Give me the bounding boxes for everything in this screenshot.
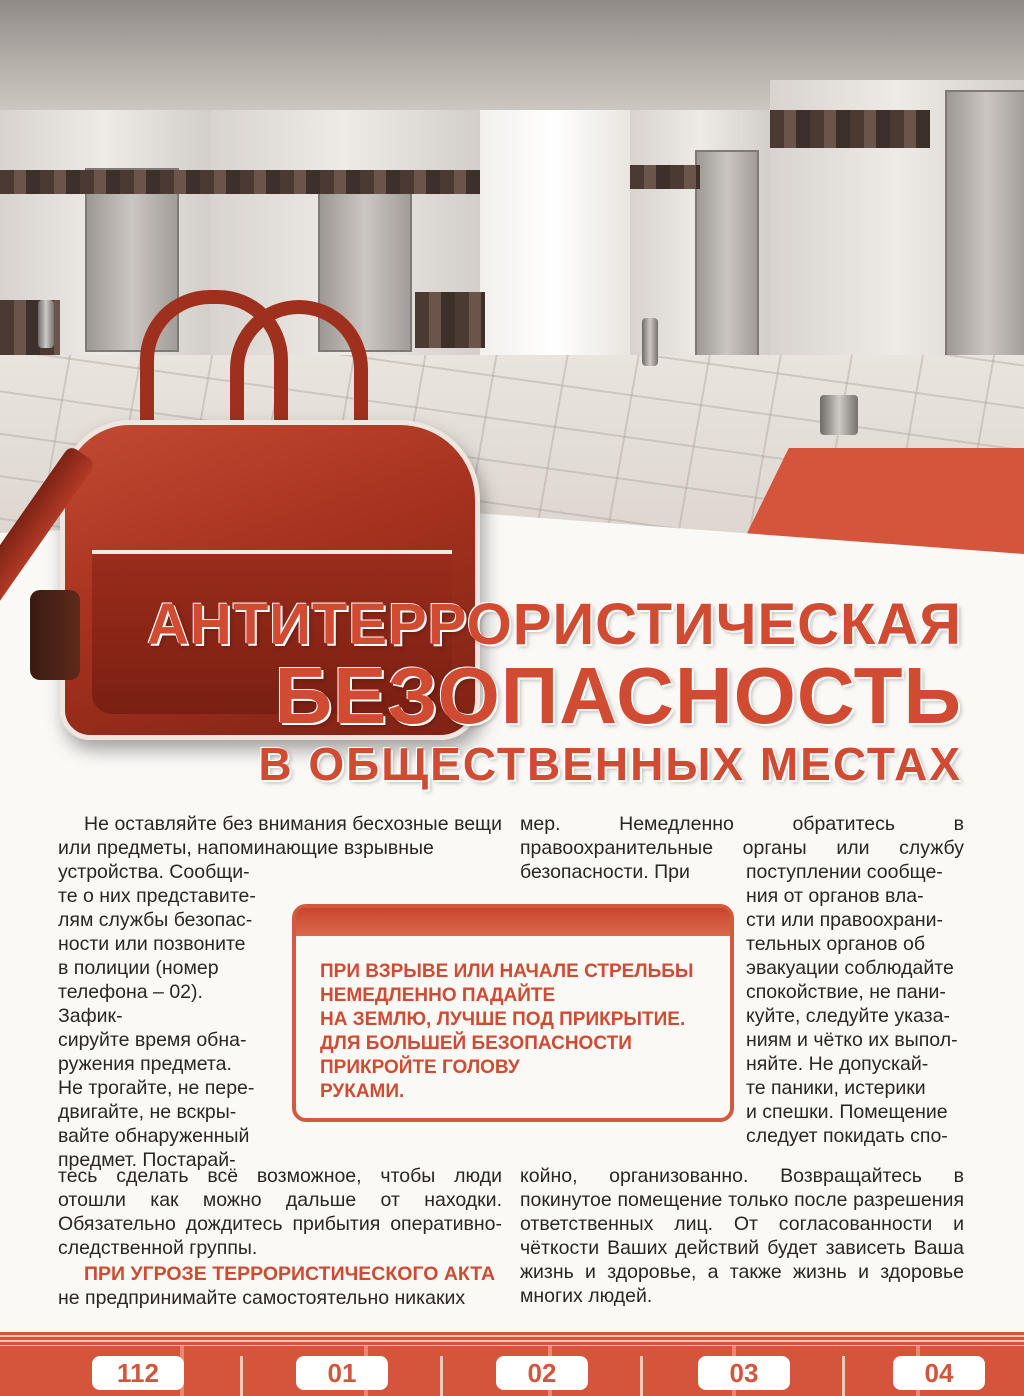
paragraph: тесь сделать всё возможное, чтобы люди отошли как можно дальше от находки. Обязательно дождитесь прибытия оперативно-следственной группы. [58,1165,502,1259]
headline-line-2: БЕЗОПАСНОСТЬ [274,651,962,740]
text-line: телефона – 02). Зафик- [58,981,203,1027]
left-column-bottom [58,1164,502,1310]
callout-text [320,960,714,1104]
callout-header-bar [296,908,730,936]
text-line: куйте, следуйте указа- [746,1005,950,1027]
text-line: спокойствие, не пани- [746,981,946,1003]
headline-line-3: В ОБЩЕСТВЕННЫХ МЕСТАХ [258,738,962,790]
stone-band [0,170,480,194]
lead-red-text: ПРИ УГРОЗЕ ТЕРРОРИСТИЧЕСКОГО АКТА [84,1263,496,1285]
text-line: в полиции (номер [58,957,219,979]
phone-number-02: 02 [496,1356,588,1390]
callout-line: ДЛЯ БОЛЬШЕЙ БЕЗОПАСНОСТИ [320,1033,632,1054]
footer-divider [240,1356,243,1396]
bag-buckle [30,590,80,680]
footer-divider [440,1356,443,1396]
text-line: няйте. Не допускай- [746,1053,929,1075]
text-line: те о них представите- [58,885,256,907]
headline-line-1: АНТИТЕРРОРИСТИЧЕСКАЯ [147,592,962,657]
footer-divider [640,1356,643,1396]
callout-line: ПРИ ВЗРЫВЕ ИЛИ НАЧАЛЕ СТРЕЛЬБЫ [320,961,694,982]
text-line: двигайте, не вскры- [58,1101,237,1123]
wall-window [480,110,631,360]
text-line: и спешки. Помещение [746,1101,948,1123]
text-line: устройства. Сообщи- [58,861,250,883]
paragraph: Не оставляйте без внимания бесхозные вещи или предметы, напоминающие взрывные [58,813,502,859]
footer-stripes [0,1332,1024,1346]
callout-line: ПРИКРОЙТЕ ГОЛОВУ [320,1057,520,1078]
text-line: сируйте время обна- [58,1029,247,1051]
text-line: лям службы безопас- [58,909,253,931]
headline [147,592,962,791]
trash-bin [820,395,858,435]
text-line: вайте обнаруженный [58,1125,250,1147]
phone-number-04: 04 [893,1356,985,1390]
text-line: предмет. Постарай- [58,1149,236,1171]
text-line: те паники, истерики [746,1077,926,1099]
callout-line: НЕМЕДЛЕННО ПАДАЙТЕ [320,985,556,1006]
phone-number-112: 112 [92,1356,184,1390]
phone-number-03: 03 [698,1356,790,1390]
callout-line: НА ЗЕМЛЮ, ЛУЧШЕ ПОД ПРИКРЫТИЕ. [320,1009,686,1030]
text-line: следует покидать спо- [746,1125,948,1147]
stone-band [630,165,700,189]
text-line: тельных органов об [746,933,926,955]
left-column-top [58,812,502,860]
text-line: ниям и чётко их выпол- [746,1029,958,1051]
paragraph: койно, организованно. Возвращайтесь в покинутое помещение только после разрешения ответственных лиц. От согласованности и чёткости Ваших действий будет зависеть Ваша жизнь и здоровье, а также жизнь и здоровье многих людей. [520,1165,964,1307]
paragraph: мер. Немедленно обратитесь в правоохранительные органы или службу безопасности. При [520,813,964,883]
footer-divider [842,1356,845,1396]
text-line: ния от органов вла- [746,885,924,907]
text-line: Не трогайте, не пере- [58,1077,255,1099]
right-column-wrap [746,860,964,1148]
stone-band [770,110,930,148]
text-line: ружения предмета. [58,1053,232,1075]
callout-line: РУКАМИ. [320,1081,405,1102]
text-line: сти или правоохрани- [746,909,944,931]
text-line: эвакуации соблюдайте [746,957,954,979]
left-column-wrap [58,860,270,1172]
paragraph: не предпринимайте самостоятельно никаких [58,1287,466,1309]
trash-bin [642,318,658,366]
phone-number-01: 01 [296,1356,388,1390]
right-column-bottom [520,1164,964,1308]
text-line: поступлении сообще- [746,861,943,883]
warning-callout [292,904,734,1122]
paragraph-lead [58,1262,502,1286]
text-line: ности или позвоните [58,933,246,955]
